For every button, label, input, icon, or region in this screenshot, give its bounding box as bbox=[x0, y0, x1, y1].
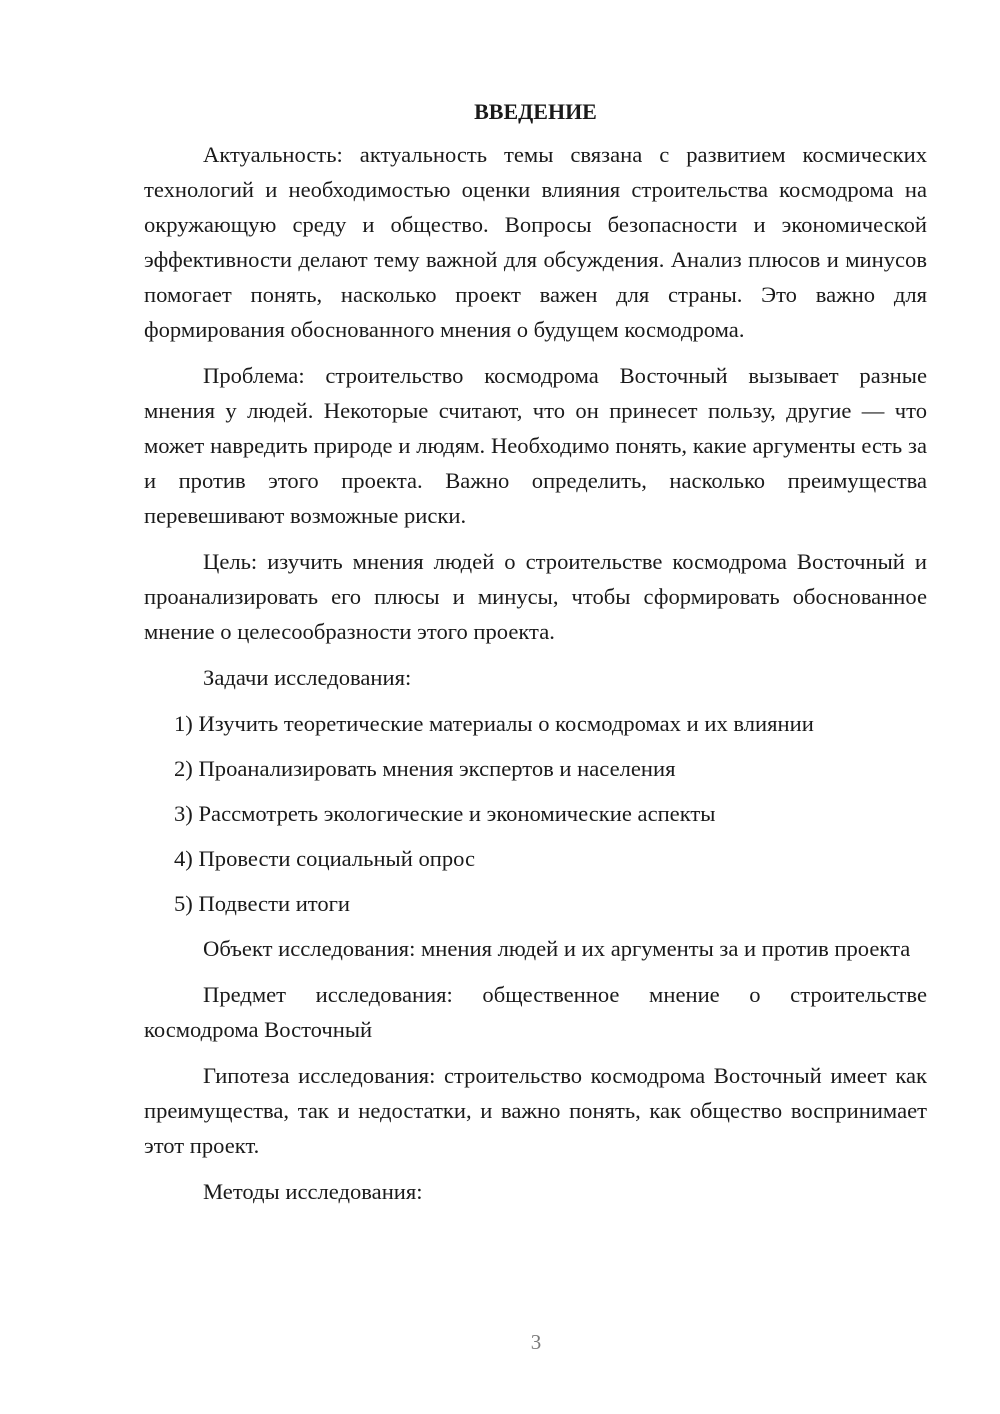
list-item: 2) Проанализировать мнения экспертов и населения bbox=[174, 756, 676, 781]
list-item: 1) Изучить теоретические материалы о космодромах и их влиянии bbox=[174, 711, 814, 736]
hypothesis-paragraph: Гипотеза исследования: строительство космодрома Восточный имеет как преимущества, так и недостатки, и важно понять, как общество воспринимает этот проект. bbox=[144, 1063, 927, 1158]
section-title: ВВЕДЕНИЕ bbox=[474, 99, 597, 124]
list-item: 4) Провести социальный опрос bbox=[174, 846, 476, 871]
methods-heading: Методы исследования: bbox=[203, 1179, 423, 1204]
problem-paragraph: Проблема: строительство космодрома Восточный вызывает разные мнения у людей. Некоторые считают, что он принесет пользу, другие — что может навредить природе и людям. Необходимо понять, какие аргументы есть за и против этого проекта. Важно определить, насколько преимущества перевешивают возможные риски. bbox=[144, 363, 927, 528]
list-item: 3) Рассмотреть экологические и экономические аспекты bbox=[174, 801, 716, 826]
relevance-paragraph: Актуальность: актуальность темы связана с развитием космических технологий и необходимостью оценки влияния строительства космодрома на окружающую среду и общество. Вопросы безопасности и экономической эффективности делают тему важной для обсуждения. Анализ плюсов и минусов помогает понять, насколько проект важен для страны. Это важно для формирования обоснованного мнения о будущем космодрома. bbox=[144, 142, 927, 342]
goal-paragraph: Цель: изучить мнения людей о строительстве космодрома Восточный и проанализировать его плюсы и минусы, чтобы сформировать обоснованное мнение о целесообразности этого проекта. bbox=[144, 549, 927, 644]
tasks-heading: Задачи исследования: bbox=[203, 665, 412, 690]
document-page bbox=[144, 94, 927, 1220]
subject-paragraph: Предмет исследования: общественное мнение о строительстве космодрома Восточный bbox=[144, 982, 927, 1042]
tasks-list bbox=[144, 706, 927, 921]
object-paragraph: Объект исследования: мнения людей и их аргументы за и против проекта bbox=[203, 936, 911, 961]
list-item: 5) Подвести итоги bbox=[174, 891, 351, 916]
page-number: 3 bbox=[530, 1330, 542, 1354]
